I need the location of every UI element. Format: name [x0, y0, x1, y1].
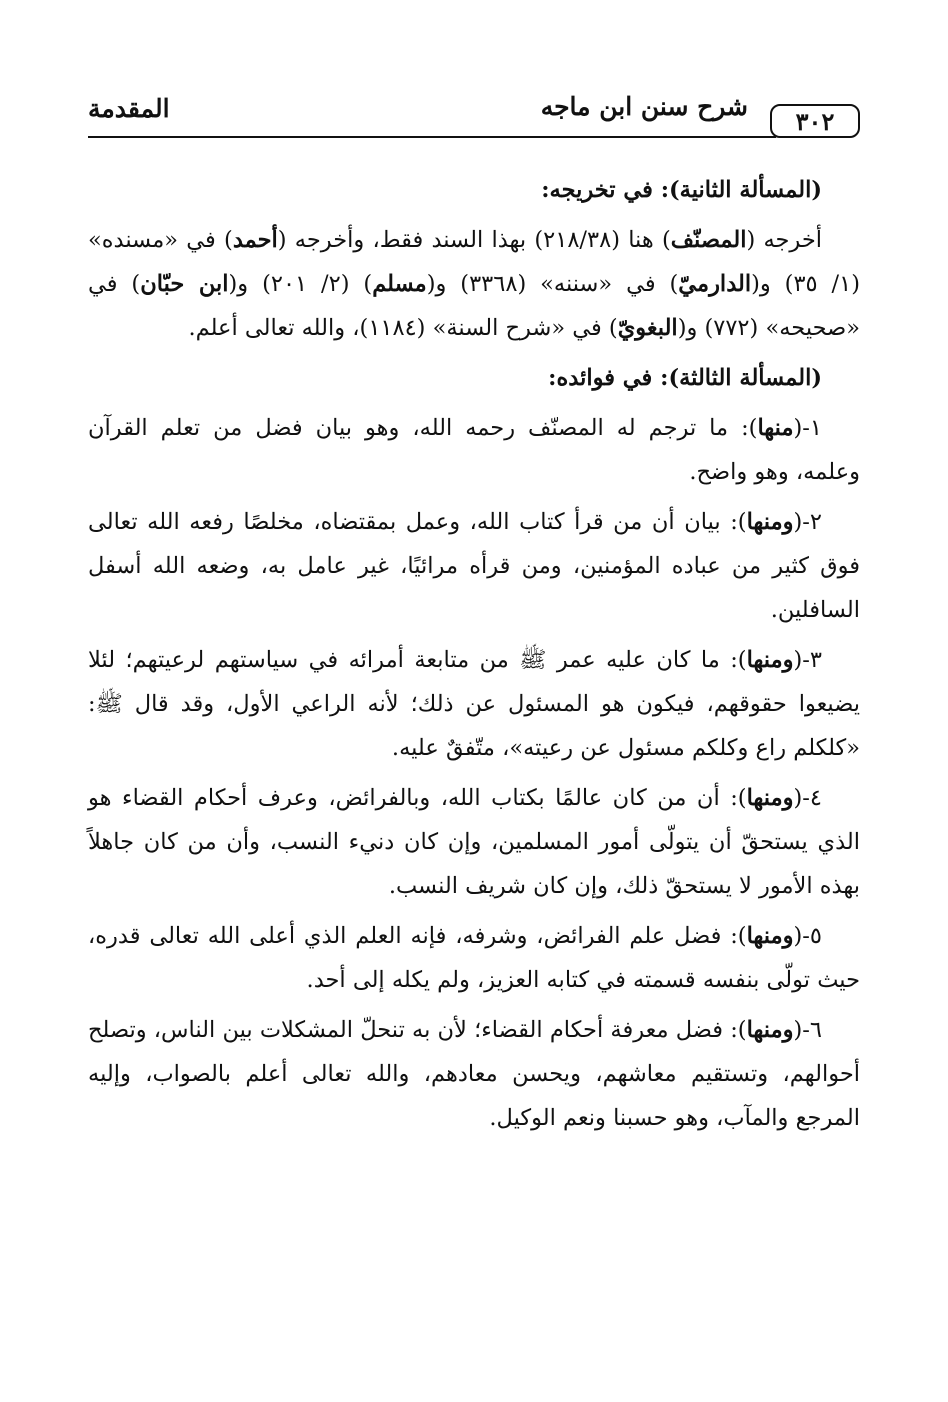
section-heading-2: (المسألة الثانية): في تخريجه:	[541, 177, 822, 203]
takhrij-paragraph: أخرجه (المصنّف) هنا (٢١٨/٣٨) بهذا السند فقط، وأخرجه (أحمد) في «مسنده» (١/ ٣٥) و(الدارميّ) في «سننه» (٣٣٦٨) و(مسلم) (٢/ ٢٠١) و(ابن حبّان) في «صحيحه» (٧٧٢) و(البغويّ) في «شرح السنة» (١١٨٤)، والله تعالى أعلم.	[88, 227, 860, 341]
book-title: شرح سنن ابن ماجه	[540, 92, 748, 121]
page-header	[88, 92, 860, 150]
benefit-6: ٦-(ومنها): فضل معرفة أحكام القضاء؛ لأن به تنحلّ المشكلات بين الناس، وتصلح أحوالهم، وتستقيم معاشهم، ويحسن معادهم، والله تعالى أعلم بالصواب، وإليه المرجع والمآب، وهو حسبنا ونعم الوكيل.	[88, 1017, 860, 1131]
benefit-5: ٥-(ومنها): فضل علم الفرائض، وشرفه، فإنه العلم الذي أعلى الله تعالى قدره، حيث تولّى بنفسه قسمته في كتابه العزيز، ولم يكله إلى أحد.	[88, 923, 860, 993]
page-body	[88, 168, 860, 1146]
chapter-title: المقدمة	[88, 94, 170, 123]
benefit-1: ١-(منها): ما ترجم له المصنّف رحمه الله، وهو بيان فضل من تعلم القرآن وعلمه، وهو واضح.	[88, 415, 860, 485]
page-number: ٣٠٢	[770, 104, 860, 138]
section-heading-3: (المسألة الثالثة): في فوائده:	[548, 365, 822, 391]
benefit-2: ٢-(ومنها): بيان أن من قرأ كتاب الله، وعمل بمقتضاه، مخلصًا رفعه الله تعالى فوق كثير من عباده المؤمنين، ومن قرأه مرائيًا، غير عامل به، وضعه الله أسفل السافلين.	[88, 509, 860, 623]
header-rule	[88, 136, 776, 138]
benefit-4: ٤-(ومنها): أن من كان عالمًا بكتاب الله، وبالفرائض، وعرف أحكام القضاء هو الذي يستحقّ أن يتولّى أمور المسلمين، وإن كان دنيء النسب، وأن من كان جاهلاً بهذه الأمور لا يستحقّ ذلك، وإن كان شريف النسب.	[88, 785, 860, 899]
benefit-3: ٣-(ومنها): ما كان عليه عمر ﷺ من متابعة أمرائه في سياستهم لرعيتهم؛ لئلا يضيعوا حقوقهم، فيكون هو المسئول عن ذلك؛ لأنه الراعي الأول، وقد قال ﷺ: «كلكلم راع وكلكم مسئول عن رعيته»، متّفقٌ عليه.	[88, 647, 860, 761]
